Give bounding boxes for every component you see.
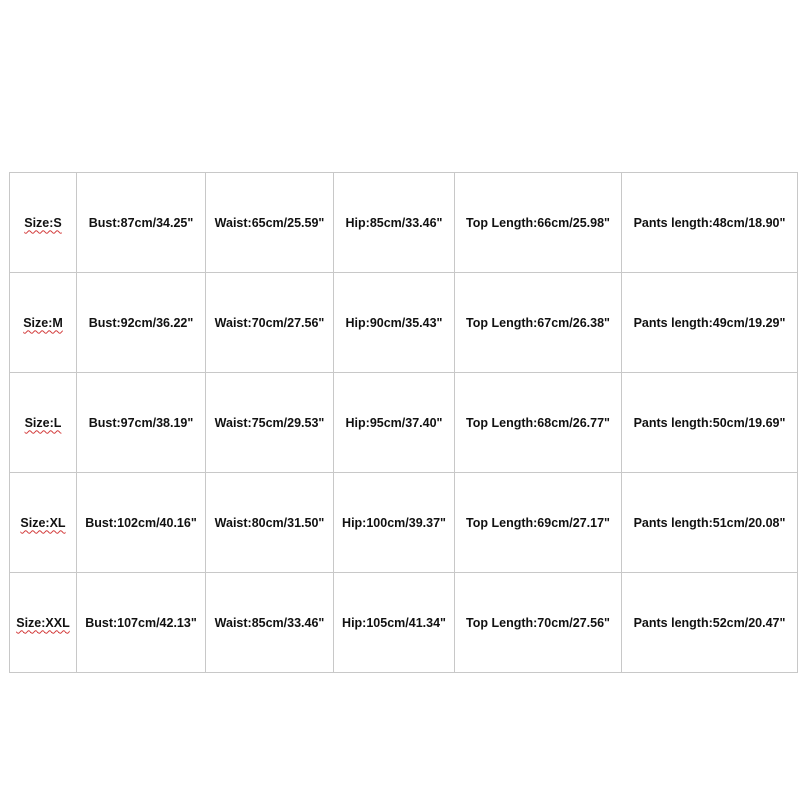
size-label: Size:M — [23, 315, 63, 330]
top-length-cell: Top Length:66cm/25.98" — [455, 173, 622, 273]
bust-cell: Bust:92cm/36.22" — [77, 273, 206, 373]
size-cell — [10, 373, 77, 473]
size-label: Size:XXL — [16, 615, 70, 630]
hip-cell: Hip:90cm/35.43" — [334, 273, 455, 373]
size-label: Size:S — [24, 215, 62, 230]
pants-length-cell: Pants length:48cm/18.90" — [622, 173, 798, 273]
hip-cell: Hip:95cm/37.40" — [334, 373, 455, 473]
pants-length-cell: Pants length:51cm/20.08" — [622, 473, 798, 573]
bust-cell: Bust:107cm/42.13" — [77, 573, 206, 673]
waist-cell: Waist:65cm/25.59" — [206, 173, 334, 273]
top-length-cell: Top Length:70cm/27.56" — [455, 573, 622, 673]
size-cell — [10, 473, 77, 573]
size-label: Size:L — [24, 415, 62, 430]
waist-cell: Waist:85cm/33.46" — [206, 573, 334, 673]
bust-cell: Bust:102cm/40.16" — [77, 473, 206, 573]
size-cell — [10, 573, 77, 673]
hip-cell: Hip:105cm/41.34" — [334, 573, 455, 673]
hip-cell: Hip:85cm/33.46" — [334, 173, 455, 273]
size-chart-table — [9, 172, 798, 673]
size-row-m — [10, 273, 798, 373]
pants-length-cell: Pants length:49cm/19.29" — [622, 273, 798, 373]
size-row-xxl — [10, 573, 798, 673]
size-label: Size:XL — [20, 515, 66, 530]
size-row-s — [10, 173, 798, 273]
hip-cell: Hip:100cm/39.37" — [334, 473, 455, 573]
waist-cell: Waist:75cm/29.53" — [206, 373, 334, 473]
size-cell — [10, 173, 77, 273]
waist-cell: Waist:80cm/31.50" — [206, 473, 334, 573]
size-cell — [10, 273, 77, 373]
top-length-cell: Top Length:68cm/26.77" — [455, 373, 622, 473]
pants-length-cell: Pants length:52cm/20.47" — [622, 573, 798, 673]
top-length-cell: Top Length:69cm/27.17" — [455, 473, 622, 573]
size-row-l — [10, 373, 798, 473]
pants-length-cell: Pants length:50cm/19.69" — [622, 373, 798, 473]
bust-cell: Bust:87cm/34.25" — [77, 173, 206, 273]
bust-cell: Bust:97cm/38.19" — [77, 373, 206, 473]
waist-cell: Waist:70cm/27.56" — [206, 273, 334, 373]
size-row-xl — [10, 473, 798, 573]
top-length-cell: Top Length:67cm/26.38" — [455, 273, 622, 373]
